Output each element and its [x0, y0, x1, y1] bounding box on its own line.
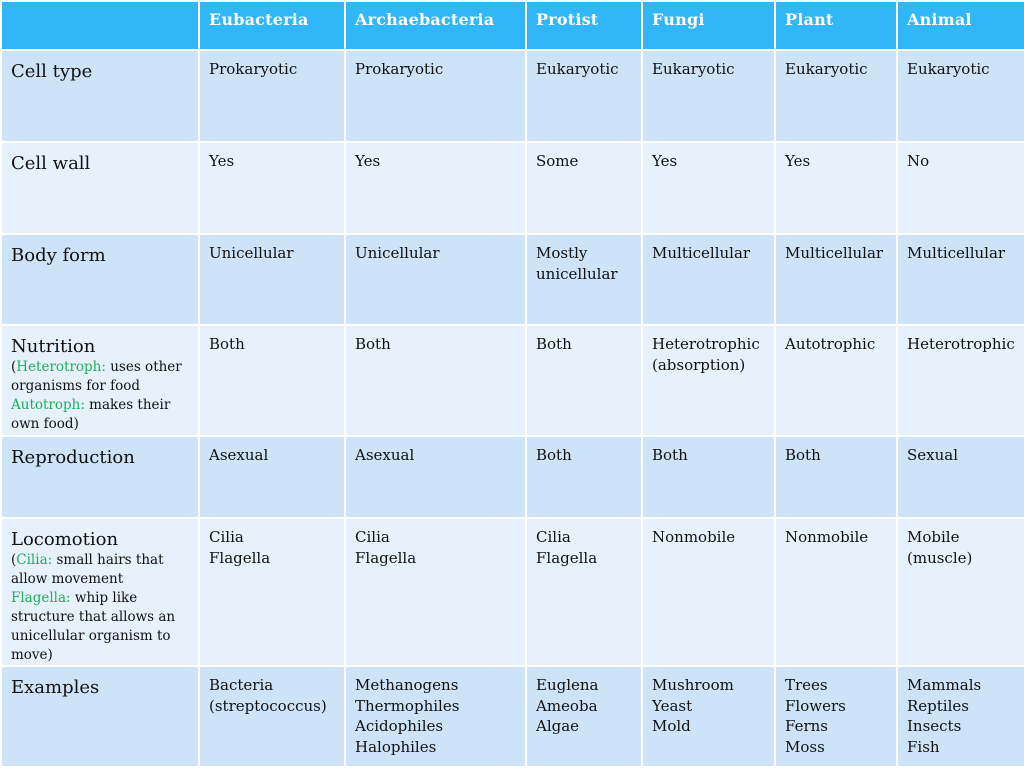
- table-cell: [642, 142, 775, 234]
- table-cell: [345, 50, 526, 142]
- note-text: own food): [11, 416, 79, 432]
- cell-text: Multicellular: [907, 244, 1006, 262]
- cell-text: Ameoba: [536, 696, 598, 715]
- table-row-body-form: [1, 234, 1024, 325]
- cell-text: Both: [785, 446, 821, 464]
- term-heterotroph: Heterotroph:: [16, 359, 106, 375]
- cell-text: Yes: [785, 152, 811, 170]
- table-cell: [775, 142, 897, 234]
- cell-text: Flagella: [209, 548, 271, 567]
- cell-text: Yeast: [652, 696, 693, 715]
- table-row-nutrition: [1, 325, 1024, 436]
- table-cell: [897, 325, 1024, 436]
- table-cell: [642, 234, 775, 325]
- cell-text: Unicellular: [209, 244, 294, 262]
- note-text: structure that allows an: [11, 609, 176, 625]
- cell-text: Acidophiles: [355, 717, 444, 735]
- cell-text: Eukaryotic: [785, 60, 868, 78]
- cell-text: Flagella: [536, 548, 598, 567]
- cell-text: Multicellular: [652, 244, 751, 262]
- row-label-text: Locomotion: [11, 529, 119, 550]
- cell-text: Unicellular: [355, 244, 440, 262]
- table-cell: [526, 325, 642, 436]
- table-cell: [199, 436, 345, 518]
- table-cell: [199, 666, 345, 767]
- row-label-text: Examples: [11, 677, 100, 698]
- cell-text: Insects: [907, 717, 962, 735]
- row-label-text: Body form: [11, 245, 106, 266]
- table-cell: [897, 142, 1024, 234]
- cell-text: Mostly: [536, 244, 588, 262]
- cell-text: Mammals: [907, 676, 982, 694]
- note-text: uses other: [105, 359, 182, 375]
- note-text: move): [11, 647, 53, 663]
- cell-text: Heterotrophic: [907, 335, 1015, 353]
- cell-text: No: [907, 152, 930, 170]
- row-label-cell-type: [1, 50, 199, 142]
- header-row: [1, 1, 1024, 50]
- column-header-animal: Animal: [897, 1, 1024, 50]
- column-header-fungi: Fungi: [642, 1, 775, 50]
- cell-text: Bacteria: [209, 676, 274, 694]
- cell-text: (muscle): [907, 548, 973, 567]
- row-label-examples: [1, 666, 199, 767]
- term-autotroph: Autotroph:: [11, 397, 85, 413]
- cell-text: Trees: [785, 676, 828, 694]
- cell-text: Eukaryotic: [536, 60, 619, 78]
- cell-text: Both: [355, 335, 391, 353]
- table-cell: [897, 666, 1024, 767]
- row-label-text: Reproduction: [11, 447, 135, 468]
- table-cell: [775, 325, 897, 436]
- table-row-locomotion: [1, 518, 1024, 666]
- cell-text: Ferns: [785, 717, 828, 735]
- table-cell: [526, 666, 642, 767]
- header-corner-cell: [1, 1, 199, 50]
- column-header-archaebacteria: Archaebacteria: [345, 1, 526, 50]
- cell-text: Nonmobile: [652, 528, 736, 546]
- note-text: allow movement: [11, 571, 124, 587]
- table-row-reproduction: [1, 436, 1024, 518]
- cell-text: Yes: [652, 152, 678, 170]
- table-cell: [345, 436, 526, 518]
- table-cell: [526, 436, 642, 518]
- cell-text: Asexual: [355, 446, 415, 464]
- row-label-body-form: [1, 234, 199, 325]
- row-label-nutrition: [1, 325, 199, 436]
- table-cell: [199, 518, 345, 666]
- cell-text: Methanogens: [355, 676, 459, 694]
- cell-text: (absorption): [652, 355, 746, 374]
- table-cell: [345, 666, 526, 767]
- row-label-cell-wall: [1, 142, 199, 234]
- table-cell: [199, 325, 345, 436]
- cell-text: Yes: [355, 152, 381, 170]
- column-header-eubacteria: Eubacteria: [199, 1, 345, 50]
- table-cell: [345, 142, 526, 234]
- cell-text: Mushroom: [652, 676, 734, 694]
- note-text: makes their: [84, 397, 171, 413]
- note-text: whip like: [70, 590, 138, 606]
- cell-text: Moss: [785, 737, 825, 756]
- table-cell: [642, 436, 775, 518]
- cell-text: Yes: [209, 152, 235, 170]
- cell-text: Some: [536, 152, 579, 170]
- table-cell: [775, 666, 897, 767]
- note-paren: (: [11, 552, 17, 568]
- note-text: organisms for food: [11, 378, 140, 394]
- row-label-note: [11, 551, 198, 665]
- cell-text: Fish: [907, 737, 940, 756]
- table-cell: [345, 325, 526, 436]
- table-row-examples: [1, 666, 1024, 767]
- table-cell: [642, 666, 775, 767]
- cell-text: Both: [536, 335, 572, 353]
- row-label-reproduction: [1, 436, 199, 518]
- row-label-text: Cell type: [11, 61, 93, 82]
- table-cell: [526, 518, 642, 666]
- column-header-protist: Protist: [526, 1, 642, 50]
- cell-text: Autotrophic: [785, 335, 876, 353]
- cell-text: Cilia: [209, 528, 244, 546]
- table-cell: [775, 518, 897, 666]
- cell-text: Mold: [652, 717, 691, 735]
- cell-text: Algae: [536, 717, 580, 735]
- cell-text: Sexual: [907, 446, 959, 464]
- table-cell: [345, 234, 526, 325]
- cell-text: Mobile: [907, 528, 960, 546]
- cell-text: Eukaryotic: [907, 60, 990, 78]
- cell-text: Both: [536, 446, 572, 464]
- table-row-cell-wall: [1, 142, 1024, 234]
- cell-text: Prokaryotic: [209, 60, 298, 78]
- cell-text: Reptiles: [907, 696, 969, 715]
- table-cell: [897, 50, 1024, 142]
- table-cell: [345, 518, 526, 666]
- row-label-text: Cell wall: [11, 153, 91, 174]
- row-label-text: Nutrition: [11, 336, 96, 357]
- cell-text: Heterotrophic: [652, 335, 760, 353]
- note-text: small hairs that: [52, 552, 164, 568]
- row-label-locomotion: [1, 518, 199, 666]
- note-text: unicellular organism to: [11, 628, 171, 644]
- table-cell: [642, 50, 775, 142]
- table-cell: [199, 50, 345, 142]
- cell-text: Cilia: [355, 528, 390, 546]
- column-header-plant: Plant: [775, 1, 897, 50]
- table-cell: [199, 234, 345, 325]
- table-cell: [642, 518, 775, 666]
- cell-text: Cilia: [536, 528, 571, 546]
- cell-text: Asexual: [209, 446, 269, 464]
- cell-text: Eukaryotic: [652, 60, 735, 78]
- row-label-note: [11, 358, 198, 434]
- table-cell: [775, 50, 897, 142]
- table-row-cell-type: [1, 50, 1024, 142]
- cell-text: Both: [652, 446, 688, 464]
- table-cell: [897, 234, 1024, 325]
- cell-text: Euglena: [536, 676, 599, 694]
- table-cell: [642, 325, 775, 436]
- table-cell: [526, 234, 642, 325]
- cell-text: Both: [209, 335, 245, 353]
- table-cell: [526, 50, 642, 142]
- cell-text: Flagella: [355, 548, 417, 567]
- cell-text: Flowers: [785, 696, 846, 715]
- table-cell: [775, 234, 897, 325]
- cell-text: Halophiles: [355, 737, 437, 756]
- cell-text: unicellular: [536, 264, 618, 283]
- term-cilia: Cilia:: [16, 552, 53, 568]
- note-paren: (: [11, 359, 17, 375]
- table-cell: [897, 436, 1024, 518]
- table-cell: [775, 436, 897, 518]
- table-cell: [526, 142, 642, 234]
- cell-text: (streptococcus): [209, 696, 327, 715]
- cell-text: Prokaryotic: [355, 60, 444, 78]
- table-cell: [199, 142, 345, 234]
- cell-text: Nonmobile: [785, 528, 869, 546]
- cell-text: Multicellular: [785, 244, 884, 262]
- term-flagella: Flagella:: [11, 590, 71, 606]
- table-cell: [897, 518, 1024, 666]
- cell-text: Thermophiles: [355, 696, 460, 715]
